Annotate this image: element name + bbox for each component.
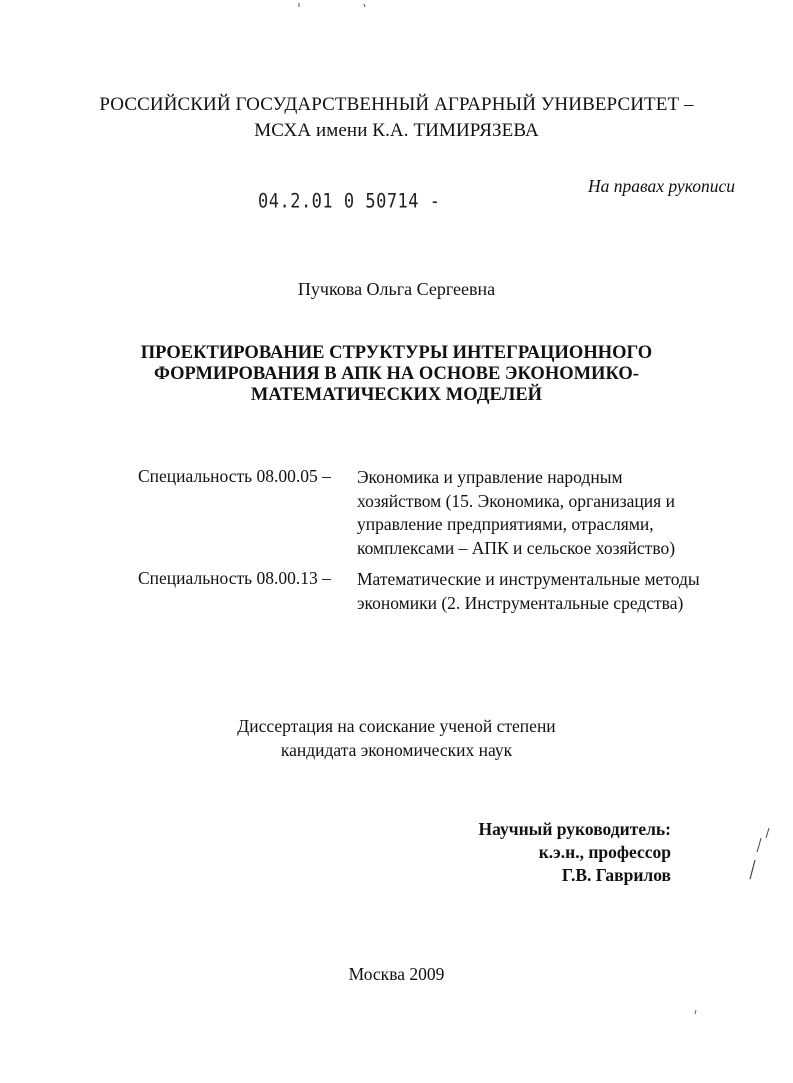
specialty-1-line: комплексами – АПК и сельское хозяйство) [357,537,676,558]
supervisor-block [479,818,672,887]
specialty-1-label: Специальность 08.00.05 – [138,466,331,486]
title-line-2: ФОРМИРОВАНИЯ В АПК НА ОСНОВЕ ЭКОНОМИКО- [154,364,639,384]
scan-speck [695,1010,696,1014]
manuscript-rights: На правах рукописи [588,176,735,196]
university-line-2: МСХА имени К.А. ТИМИРЯЗЕВА [254,120,539,141]
pencil-mark [757,838,761,852]
dissertation-title [0,343,793,406]
specialty-1-line: управление предприятиями, отраслями, [357,514,654,534]
city-year: Москва 2009 [348,964,445,984]
specialty-1-line: хозяйством (15. Экономика, организация и [357,490,675,511]
registration-stamp: 04.2.01 0 50714 - [258,190,441,213]
supervisor-heading: Научный руководитель: [478,819,671,839]
title-line-3: МАТЕМАТИЧЕСКИХ МОДЕЛЕЙ [250,385,543,405]
degree-line-1: Диссертация на соискание ученой степени [237,716,556,736]
specialty-1-line: Экономика и управление народным [357,467,623,487]
specialty-2-text [357,568,777,615]
specialty-2-line: Математические и инструментальные методы [357,569,700,589]
dissertation-degree [0,714,793,762]
title-line-1: ПРОЕКТИРОВАНИЕ СТРУКТУРЫ ИНТЕГРАЦИОННОГО [140,343,653,363]
pencil-mark [766,828,769,838]
author-name: Пучкова Ольга Сергеевна [297,279,496,299]
degree-line-2: кандидата экономических наук [280,740,513,760]
scan-speck [364,4,365,7]
specialty-2-line: экономики (2. Инструментальные средства) [357,592,684,613]
specialty-2-label: Специальность 08.00.13 – [138,568,331,588]
supervisor-degree: к.э.н., профессор [538,842,671,862]
university-name [0,92,793,144]
specialty-1-text [357,466,777,560]
university-line-1: РОССИЙСКИЙ ГОСУДАРСТВЕННЫЙ АГРАРНЫЙ УНИВЕРСИТЕТ – [99,94,694,115]
supervisor-name: Г.В. Гаврилов [561,865,671,885]
pencil-mark [750,860,755,879]
